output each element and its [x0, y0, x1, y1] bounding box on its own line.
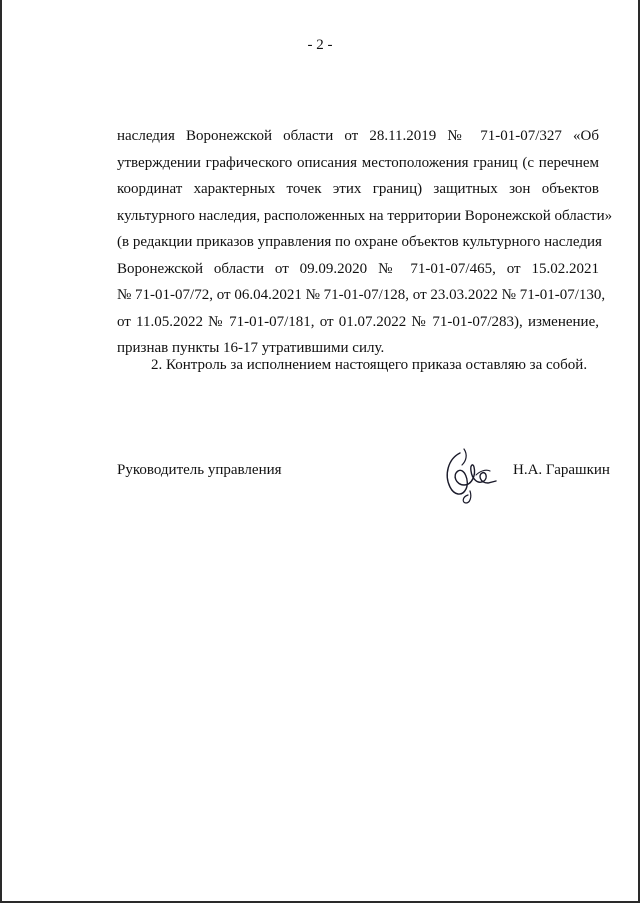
body-line: признав пункты 16-17 утратившими силу.: [117, 340, 385, 356]
body-line: (в редакции приказов управления по охране объектов культурного наследия: [117, 234, 602, 250]
signatory-name: Н.А. Гарашкин: [513, 462, 610, 478]
body-line: наследия Воронежской области от 28.11.2019 № 71-01-07/327 «Об: [117, 128, 599, 144]
body-line: культурного наследия, расположенных на территории Воронежской области»: [117, 207, 613, 224]
paragraph-item-2: 2. Контроль за исполнением настоящего приказа оставляю за собой.: [151, 357, 588, 373]
body-line: № 71-01-07/72, от 06.04.2021 № 71-01-07/128, от 23.03.2022 № 71-01-07/130,: [117, 287, 606, 303]
body-paragraph: [117, 123, 613, 362]
signatory-title: Руководитель управления: [117, 462, 282, 478]
body-line: от 11.05.2022 № 71-01-07/181, от 01.07.2022 № 71-01-07/283), изменение,: [117, 313, 599, 330]
body-line: координат характерных точек этих границ) защитных зон объектов: [117, 181, 599, 197]
body-line: Воронежской области от 09.09.2020 № 71-01-07/465, от 15.02.2021: [117, 260, 599, 277]
page-number: - 2 -: [307, 37, 333, 53]
body-line: утверждении графического описания местоположения границ (с перечнем: [117, 154, 599, 171]
handwritten-signature: [440, 445, 500, 505]
